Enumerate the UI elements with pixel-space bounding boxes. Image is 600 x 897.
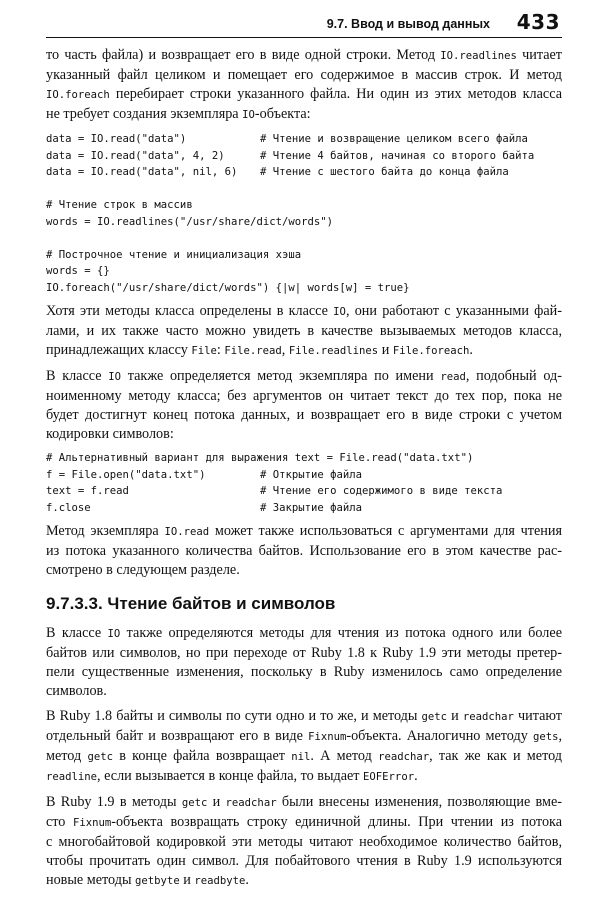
inline-code: File [191,345,217,357]
inline-code: IO.read [164,526,210,538]
text-line: отдельный байт и возвращают его в виде Fixnum-объекта. Аналогично методу gets, [46,728,562,744]
text-line: кодировки символов: [46,426,174,442]
code-text: words = {} [46,265,110,277]
code-comment: # Чтение 4 байтов, начиная со второго байта [260,149,535,162]
page-header [46,8,562,38]
text-line: чтобы прочитать один символ. Для побайтового чтения в Ruby 1.9 используются [46,853,562,869]
text-line: символов. [46,683,107,699]
text-line: с многобайтовой кодировкой эти методы читают необходимое количество байтов, [46,834,562,850]
code-listing [46,131,562,296]
text-line: В классе IO также определяется метод экземпляра по имени read, подобный од- [46,368,562,384]
inline-code: gets [532,731,559,743]
code-line [46,247,562,264]
text-line: лами, и их также часто можно увидеть в качестве вызываемых методов класса, [46,323,562,339]
inline-code: getc [421,711,448,723]
text-line: смотрено в следующем разделе. [46,562,240,578]
inline-code: nil [291,751,311,763]
code-line [46,230,562,247]
inline-code: readbyte [194,875,246,887]
inline-code: readline [46,771,98,783]
paragraph [46,46,562,125]
inline-code: File.readlines [288,345,379,357]
text-line: то часть файла) и возвращает его в виде одной строки. Метод IO.readlines читает [46,47,562,63]
header-rule [46,37,562,38]
code-text: # Построчное чтение и инициализация хэша [46,248,302,261]
code-comment: # Чтение и возвращение целиком всего файла [260,133,528,145]
running-head: 9.7. Ввод и вывод данных [326,17,490,31]
code-line [46,164,562,181]
code-text: # Альтернативный вариант для выражения text = File.read("data.txt") [46,452,474,464]
text-line: будет достигнут конец потока данных, и возвращает его в виде строки с учетом [46,407,562,423]
text-line: из потока указанного количества байтов. Использование его в этом качестве рас- [46,543,562,559]
code-line [46,181,562,198]
code-listing [46,450,562,516]
paragraph [46,707,562,787]
text-line: принадлежащих классу File: File.read, File.readlines и File.foreach. [46,342,473,358]
text-line: В Ruby 1.8 байты и символы по сути одно и то же, и методы getc и readchar читают [46,708,563,724]
code-comment: # Чтение с шестого байта до конца файла [260,166,509,178]
inline-code: Fixnum [308,731,347,743]
text-line: IO.foreach перебирает строки указанного файла. Ни один из этих методов класса [46,86,562,102]
inline-code: Fixnum [72,817,112,829]
paragraph [46,302,562,361]
text-line: сто Fixnum-объекта возвращать строку единичной длины. При чтении из потока [46,814,563,830]
code-text: data = IO.read("data", nil, 6) [46,166,238,178]
page-number: 433 [516,10,560,34]
code-line [46,214,562,231]
inline-code: readchar [225,797,277,809]
code-comment: # Закрытие файла [260,501,363,514]
paragraph [46,522,562,580]
code-line [46,197,562,214]
inline-code: readchar [378,751,430,763]
text-line: readline, если вызывается в конце файла, то выдает EOFError. [46,768,418,784]
text-line: байтов или символов, но при переходе от Ruby 1.8 к Ruby 1.9 эти методы претер- [46,645,562,661]
code-line [46,131,562,148]
code-text: f.close [46,501,91,514]
code-text: data = IO.read("data", 4, 2) [46,149,225,162]
inline-code: getc [87,751,113,763]
inline-code: IO [242,109,255,121]
inline-code: getc [181,797,208,809]
text-line: Хотя эти методы класса определены в классе IO, они работают с указанными фай- [46,303,562,319]
code-comment: # Чтение его содержимого в виде текста [260,485,503,497]
code-text: IO.foreach("/usr/share/dict/words") {|w| words[w] = true} [46,281,410,294]
code-line [46,148,562,165]
code-line [46,450,562,467]
text-line: Метод экземпляра IO.read может также использоваться с аргументами для чтения [46,523,563,539]
text-line: новые методы getbyte и readbyte. [46,872,249,888]
code-line [46,467,562,484]
inline-code: read [440,371,466,383]
inline-code: readchar [462,711,514,723]
section-heading: 9.7.3.3. Чтение байтов и символов [46,594,336,613]
code-line [46,263,562,280]
code-text: f = File.open("data.txt") [46,468,206,481]
inline-code: File.foreach [392,345,470,357]
text-line: ноименному методу класса; без аргументов он читает текст до тех пор, пока не [46,388,562,404]
code-text: # Чтение строк в массив [46,199,193,211]
inline-code: IO.readlines [440,50,517,62]
text-line: указанный файл целиком и помещает его содержимое в массив строк. И метод [46,67,562,83]
code-text: words = IO.readlines("/usr/share/dict/words") [46,215,334,228]
inline-code: IO [108,371,122,383]
code-text: text = f.read [46,485,129,497]
code-comment: # Открытие файла [260,468,363,481]
paragraph [46,624,562,701]
text-line: В Ruby 1.9 в методы getc и readchar были внесены изменения, позволяющие вме- [46,794,562,810]
inline-code: EOFError [363,771,415,783]
inline-code: File.read [224,345,282,357]
code-line [46,500,562,517]
inline-code: IO.foreach [46,89,110,101]
code-line [46,483,562,500]
text-line: В классе IO также определяются методы для чтения из потока одного или более [46,625,562,641]
code-line [46,280,562,297]
inline-code: IO [107,628,121,640]
page-body [46,46,562,897]
code-text: data = IO.read("data") [46,133,187,145]
paragraph [46,793,562,891]
paragraph [46,367,562,444]
text-line: метод getc в конце файла возвращает nil. А метод readchar, так же как и метод [46,748,562,764]
inline-code: IO [333,306,346,318]
inline-code: getbyte [135,875,180,887]
text-line: не требует создания экземпляра IO-объекта: [46,106,311,122]
text-line: пели существенные изменения, поскольку в Ruby изменилось само определение [46,664,562,680]
